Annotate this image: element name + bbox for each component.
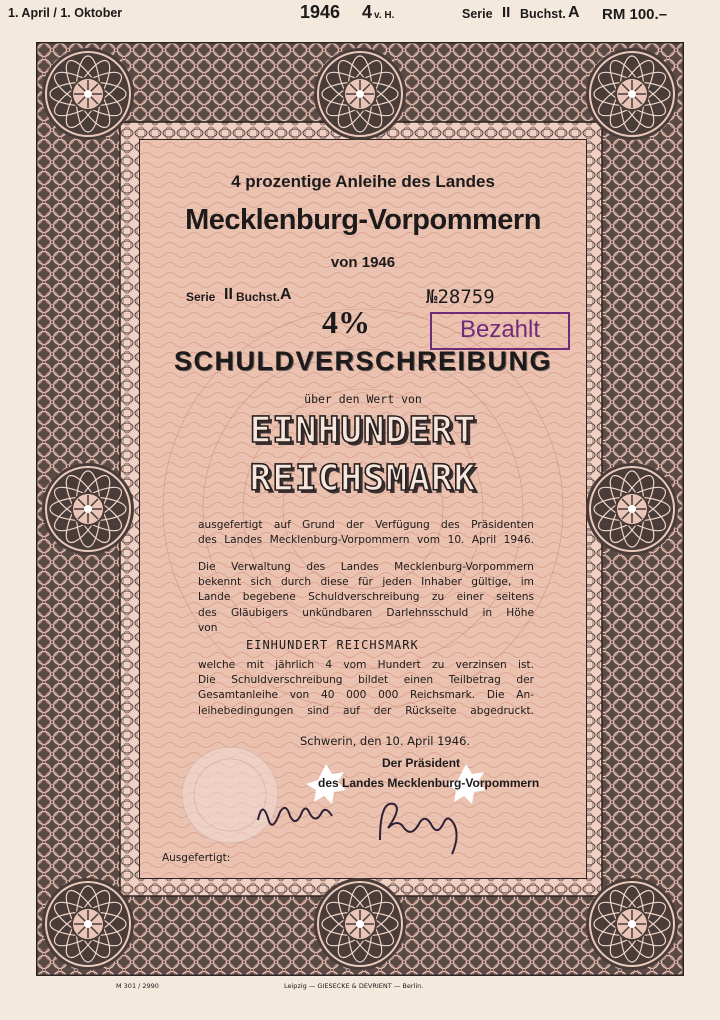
rosette-icon <box>314 878 406 970</box>
payment-dates: 1. April / 1. Oktober <box>8 6 123 20</box>
header-series-label: Serie <box>462 7 493 21</box>
bond-panel <box>140 140 586 878</box>
amount-line-2: REICHSMARK <box>249 458 477 499</box>
serial-letter-label: Buchst. <box>236 290 281 304</box>
text-line: Lande begebene Schuldverschreibung zu einer seitens <box>198 591 534 604</box>
serial-number: №28759 <box>426 286 495 308</box>
header-letter: A <box>568 4 580 21</box>
header-denomination: RM 100.– <box>602 6 668 23</box>
text-line: bekennt sich durch diese für jeden Inhaber gültige, im <box>198 576 534 589</box>
text-line: Gesamtanleihe von 40 000 000 Reichsmark. Die An- <box>198 689 534 702</box>
header-rate-unit: v. H. <box>374 10 395 21</box>
obligation-text <box>198 560 534 621</box>
rosette-icon <box>42 463 134 555</box>
rosette-icon <box>314 48 406 140</box>
text-line: des Landes Mecklenburg-Vorpommern vom 10. April 1946. <box>198 534 534 547</box>
place-date: Schwerin, den 10. April 1946. <box>300 734 471 748</box>
serial-series-label: Serie <box>186 290 216 304</box>
form-number: M 301 / 2990 <box>116 982 159 990</box>
header-rate: 4 <box>362 2 373 22</box>
serial-series: II <box>224 286 233 303</box>
ausgefertigt-label: Ausgefertigt: <box>162 852 231 864</box>
von-label: von <box>198 622 218 634</box>
interest-text <box>198 658 534 719</box>
seal-stamp-icon <box>182 747 278 843</box>
printer-credit: Leipzig — GIESECKE & DEVRIENT — Berlin. <box>284 982 424 990</box>
text-line: leihebedingungen sind auf der Rückseite abgedruckt. <box>198 704 534 717</box>
text-line: des Gläubigers unkündbaren Darlehnsschuld in Höhe <box>198 606 534 619</box>
header-series: II <box>502 4 511 21</box>
text-line: ausgefertigt auf Grund der Verfügung des Präsidenten <box>198 519 534 531</box>
text-line: Die Schuldverschreibung bildet einen Teilbetrag der <box>198 674 534 687</box>
state-name: Mecklenburg-Vorpommern <box>185 204 541 236</box>
issuance-text <box>198 518 534 548</box>
text-line: Die Verwaltung des Landes Mecklenburg-Vorpommern <box>198 561 534 573</box>
signatory-title: Der Präsident <box>382 756 461 770</box>
bond-subtitle: 4 prozentige Anleihe des Landes <box>231 172 495 191</box>
rosette-icon <box>586 463 678 555</box>
guilloche-background <box>140 140 586 878</box>
bond-type: SCHULDVERSCHREIBUNG <box>173 346 553 376</box>
rosette-icon <box>42 48 134 140</box>
signatory-org: des Landes Mecklenburg-Vorpommern <box>318 776 540 790</box>
rosette-icon <box>586 48 678 140</box>
serial-letter: A <box>280 286 292 303</box>
header-year: 1946 <box>300 2 341 22</box>
value-intro: über den Wert von <box>304 392 422 406</box>
rosette-icon <box>586 878 678 970</box>
rosette-icon <box>42 878 134 970</box>
paid-stamp: Bezahlt <box>430 312 570 350</box>
bond-year: von 1946 <box>330 254 396 271</box>
text-line: welche mit jährlich 4 vom Hundert zu verzinsen ist. <box>198 659 534 671</box>
header-letter-label: Buchst. <box>520 7 566 21</box>
amount-words: EINHUNDERT REICHSMARK <box>246 638 419 652</box>
bond-percent: 4% <box>322 304 370 340</box>
amount-line-1: EINHUNDERT <box>249 410 477 451</box>
